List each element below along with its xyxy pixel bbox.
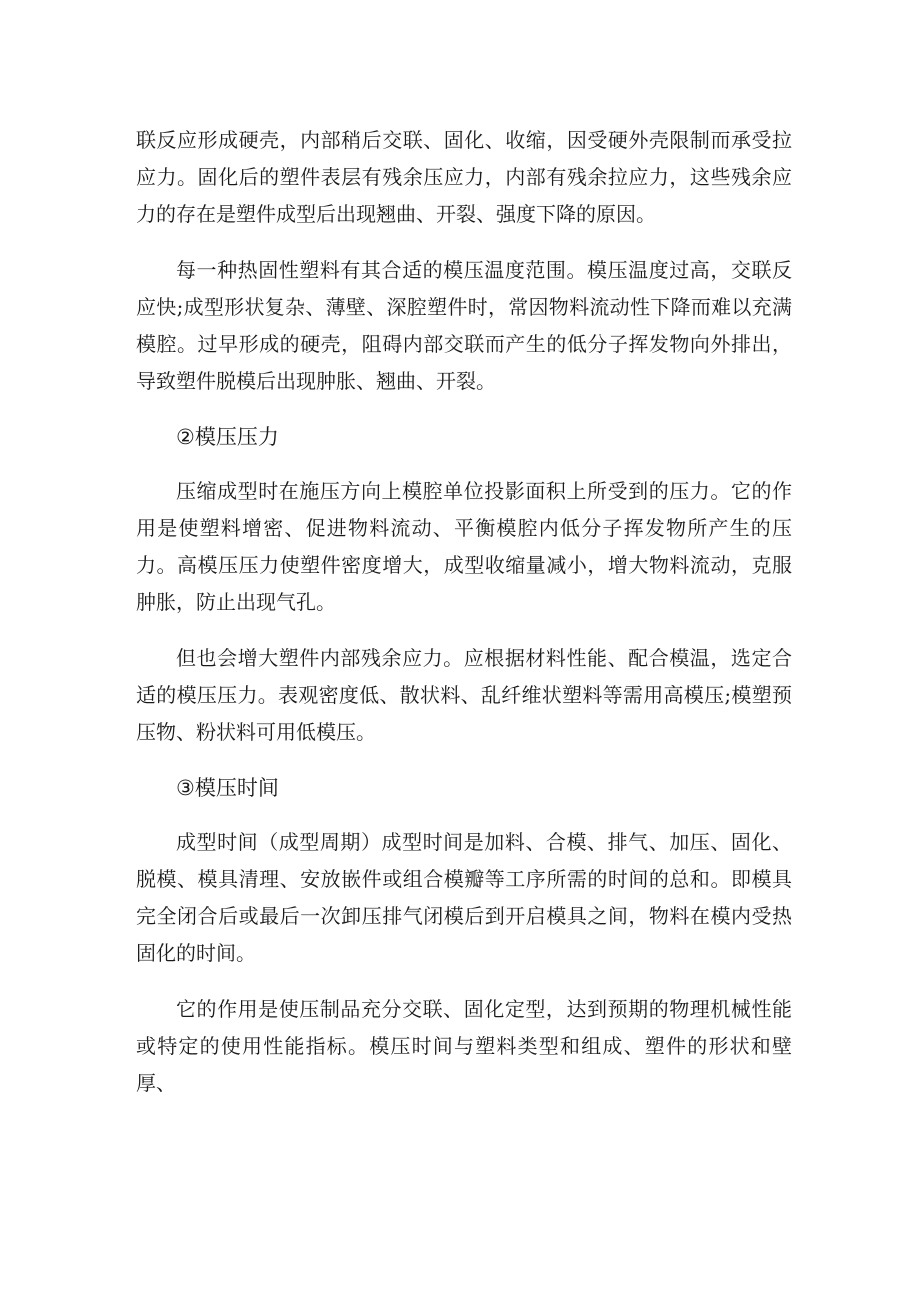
paragraph-continued: 联反应形成硬壳，内部稍后交联、固化、收缩，因受硬外壳限制而承受拉应力。固化后的塑件表层有残余压应力，内部有残余拉应力，这些残余应力的存在是塑件成型后出现翘曲、开裂、强度下降的原因。 <box>136 128 792 226</box>
section-heading-mold-time: ③模压时间 <box>176 776 279 800</box>
paragraph-pressure-definition: 压缩成型时在施压方向上模腔单位投影面积上所受到的压力。它的作用是使塑料增密、促进物料流动、平衡模腔内低分子挥发物所产生的压力。高模压压力使塑件密度增大，成型收缩量减小，增大物料流动，克服肿胀，防止出现气孔。 <box>136 479 792 614</box>
paragraph-time-definition: 成型时间（成型周期）成型时间是加料、合模、排气、加压、固化、脱模、模具清理、安放嵌件或组合模瓣等工序所需的时间的总和。即模具完全闭合后或最后一次卸压排气闭模后到开启模具之间，物料在模内受热固化的时间。 <box>136 830 792 965</box>
paragraph-pressure-selection: 但也会增大塑件内部残余应力。应根据材料性能、配合模温，选定合适的模压压力。表观密度低、散状料、乱纤维状塑料等需用高模压;模塑预压物、粉状料可用低模压。 <box>136 646 792 744</box>
section-heading-mold-pressure: ②模压压力 <box>176 425 279 449</box>
paragraph-time-effect: 它的作用是使压制品充分交联、固化定型，达到预期的物理机械性能或特定的使用性能指标。模压时间与塑料类型和组成、塑件的形状和壁厚、 <box>136 997 792 1095</box>
paragraph-mold-temperature: 每一种热固性塑料有其合适的模压温度范围。模压温度过高，交联反应快;成型形状复杂、薄壁、深腔塑件时，常因物料流动性下降而难以充满模腔。过早形成的硬壳，阻碍内部交联而产生的低分子挥发物向外排出，导致塑件脱模后出现肿胀、翘曲、开裂。 <box>136 258 792 393</box>
